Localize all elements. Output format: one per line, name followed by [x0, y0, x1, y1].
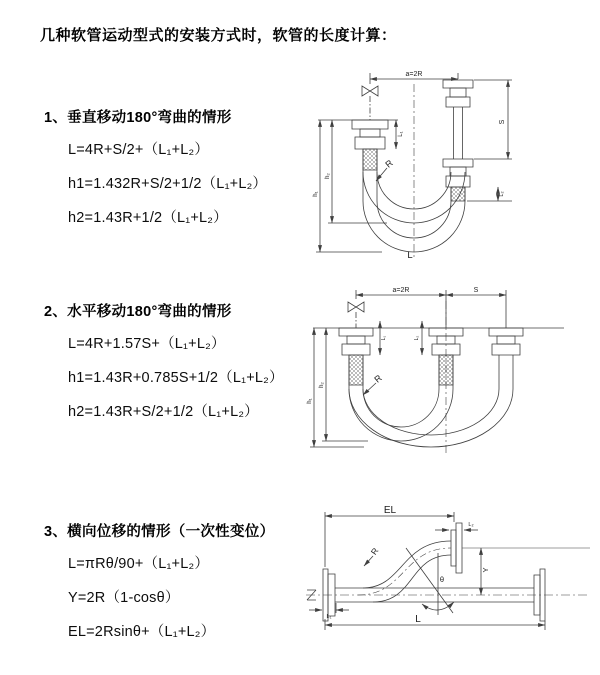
- dim-label-s: S: [499, 119, 506, 125]
- dim-label-a2r: a=2R: [392, 287, 410, 294]
- formula-length: L=4R+1.57S+（L₁+L₂）: [68, 336, 226, 352]
- formula-y: Y=2R（1-cosθ）: [68, 590, 180, 606]
- dim-label-l2: L₂: [468, 522, 474, 528]
- section-3-heading: 3、横向位移的情形（一次性变位）: [44, 524, 275, 540]
- formula-h1: h1=1.43R+0.785S+1/2（L₁+L₂）: [68, 370, 284, 386]
- diagram-linework: [316, 73, 512, 257]
- flange-left: [352, 120, 388, 149]
- formula-h2: h2=1.43R+S/2+1/2（L₁+L₂）: [68, 404, 259, 420]
- formula-h1: h1=1.432R+S/2+1/2（L₁+L₂）: [68, 176, 268, 192]
- diagram-lateral-displacement: [303, 503, 595, 645]
- dim-label-a2r: a=2R: [405, 71, 423, 78]
- diagram-linework: [310, 290, 564, 453]
- flange-right-lower: [443, 159, 473, 187]
- valve-icon: [348, 302, 364, 312]
- dim-label-el: EL: [383, 505, 397, 516]
- formula-length: L=πRθ/90+（L₁+L₂）: [68, 556, 210, 572]
- dim-label-r: R: [383, 157, 395, 170]
- dim-label-l: L: [407, 250, 413, 261]
- section-vertical-movement: [44, 106, 314, 240]
- diagram-vertical-180-bend: [312, 64, 584, 262]
- diagram-linework: [306, 512, 590, 630]
- section-horizontal-movement: [44, 300, 314, 434]
- dim-label-s: S: [473, 287, 479, 294]
- dim-label-h1: h₁: [313, 191, 319, 197]
- flange-upper: [451, 523, 462, 573]
- section-1-heading: 1、垂直移动180°弯曲的情形: [44, 110, 232, 126]
- dim-label-l2: L₂: [499, 191, 505, 197]
- flange-right: [489, 328, 523, 355]
- page-title: 几种软管运动型式的安装方式时，软管的长度计算：: [40, 27, 397, 44]
- dim-label-h2: h₂: [319, 382, 325, 388]
- dim-label-l1: L₁: [381, 335, 387, 341]
- section-2-heading: 2、水平移动180°弯曲的情形: [44, 304, 232, 320]
- diagram-labels: [327, 505, 490, 625]
- formula-el: EL=2Rsinθ+（L₁+L₂）: [68, 624, 216, 640]
- dim-label-y: Y: [481, 567, 490, 573]
- formula-length: L=4R+S/2+（L₁+L₂）: [68, 142, 210, 158]
- hose-loop: [349, 389, 513, 447]
- dim-label-l1: L₁: [326, 614, 332, 620]
- dim-label-r: R: [372, 372, 384, 385]
- dim-label-l2: L₂: [414, 335, 420, 341]
- dim-label-r: R: [368, 545, 381, 557]
- valve-icon: [362, 86, 378, 96]
- dim-label-theta: θ: [439, 575, 445, 584]
- dim-label-h1: h₁: [307, 398, 313, 404]
- diagram-horizontal-180-bend: [306, 283, 586, 468]
- flange-right-upper: [443, 80, 473, 107]
- dim-label-h2: h₂: [325, 173, 331, 179]
- dim-label-l: L: [415, 614, 421, 625]
- flange-left: [339, 328, 373, 355]
- formula-h2: h2=1.43R+1/2（L₁+L₂）: [68, 210, 228, 226]
- dim-label-l1: L₁: [398, 131, 404, 137]
- diagram-labels: [313, 71, 506, 261]
- section-lateral-displacement: [44, 520, 314, 654]
